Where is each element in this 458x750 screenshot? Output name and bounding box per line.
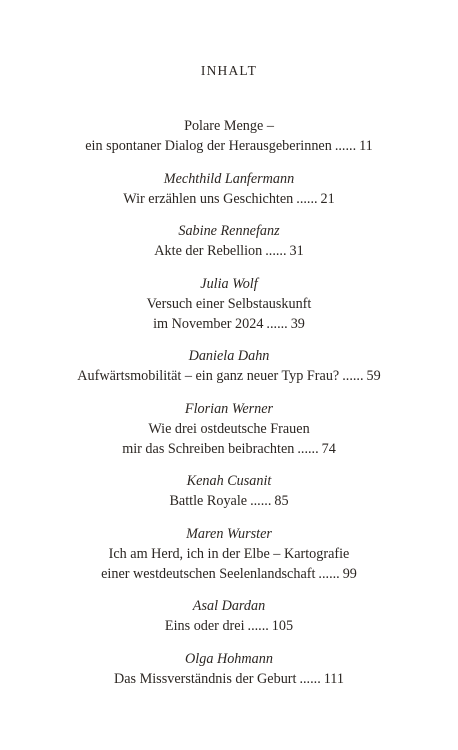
toc-entry [0,346,458,386]
toc-entry-leader: ...... [265,243,287,259]
toc-entry-page-number: 85 [274,493,289,509]
toc-entry-title-line [0,669,458,689]
toc-entry-page-number: 31 [289,243,304,259]
toc-entry [0,399,458,459]
toc-entry-author: Kenah Cusanit [186,473,272,489]
toc-entry-page-number: 105 [271,618,294,634]
toc-entry-title-text: Akte der Rebellion [154,243,263,259]
toc-entry-leader: ...... [334,138,357,154]
toc-entry-title-text: Eins oder drei [164,618,245,634]
toc-entry-title-line: Polare Menge – [184,118,274,134]
toc-entry-page-number: 39 [290,315,305,332]
toc-entry [0,524,458,584]
toc-entry-leader: ...... [299,670,321,687]
toc-entry-author: Julia Wolf [200,275,258,292]
toc-entry-title-text: Wir erzählen uns Geschichten [123,190,294,207]
toc-entry-title-line [0,439,458,459]
toc-entry-title-line [0,136,458,156]
toc-entry-leader: ...... [318,565,340,582]
toc-entry-leader: ...... [297,440,319,457]
toc-entry-author: Sabine Rennefanz [178,223,280,239]
toc-entry [0,471,458,511]
toc-entry [0,274,458,334]
toc-entry [0,169,458,209]
toc-entry-leader: ...... [247,618,269,634]
toc-entry-leader: ...... [342,368,364,384]
toc-entry [0,116,458,156]
toc-entry-leader: ...... [266,315,288,332]
toc-entry-page-number: 59 [366,368,381,384]
toc-entry-leader: ...... [250,493,272,509]
toc-entry-title-line [0,314,458,334]
toc-entry-title-line [0,189,458,209]
toc-entry-title-line [0,564,458,584]
toc-entry-title-text: Battle Royale [169,493,248,509]
toc-entry-page-number: 111 [323,670,344,687]
toc-entry-title-line [0,366,458,386]
toc-entry-author: Mechthild Lanfermann [163,170,295,187]
toc-entry-author: Florian Werner [184,400,274,417]
toc-entry-title-line: Ich am Herd, ich in der Elbe – Kartografie [108,545,350,562]
toc-entry-title-text: einer westdeutschen Seelenlandschaft [101,565,316,582]
toc-entry [0,596,458,636]
toc-entry-title-line [0,616,458,636]
toc-entry-page-number: 21 [320,190,335,207]
toc-entry-title-line: Wie drei ostdeutsche Frauen [148,420,310,437]
toc-heading: INHALT [200,63,258,78]
toc-entry-title-line [0,491,458,511]
table-of-contents [0,116,458,701]
toc-entry-page-number: 74 [321,440,336,457]
toc-entry-author: Maren Wurster [186,525,272,542]
toc-entry-title-text: im November 2024 [153,315,264,332]
toc-entry-leader: ...... [296,190,318,207]
toc-entry [0,221,458,261]
toc-entry-title-text: Aufwärtsmobilität – ein ganz neuer Typ Frau? [77,368,340,384]
toc-entry-title-text: mir das Schreiben beibrachten [122,440,295,457]
toc-entry-title-line [0,241,458,261]
toc-entry-page-number: 11 [359,138,373,154]
toc-entry-page-number: 99 [342,565,357,582]
toc-entry-title-text: ein spontaner Dialog der Herausgeberinnen [85,138,332,154]
toc-entry-title-text: Das Missverständnis der Geburt [114,670,297,687]
toc-entry-title-line: Versuch einer Selbstauskunft [146,295,312,312]
toc-entry-author: Asal Dardan [192,598,266,614]
toc-entry [0,649,458,689]
toc-entry-author: Daniela Dahn [188,348,270,364]
toc-entry-author: Olga Hohmann [185,650,273,667]
